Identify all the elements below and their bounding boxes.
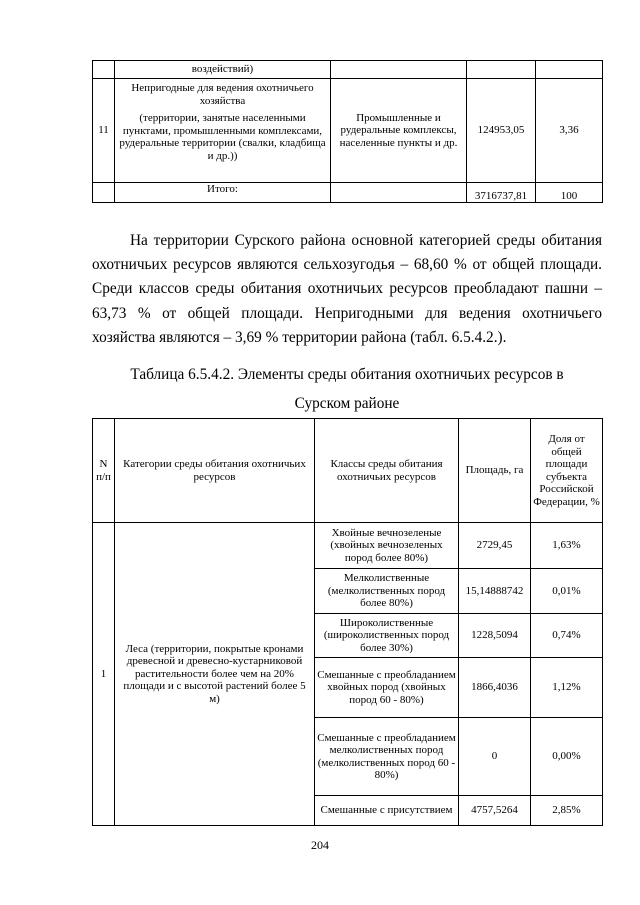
class-cell: Хвойные вечнозеленые (хвойных вечнозеленых пород более 80%): [315, 523, 459, 569]
page-number: 204: [311, 838, 329, 852]
table-header-row: [93, 419, 603, 523]
table-row: [93, 79, 603, 183]
header-category: Категории среды обитания охотничьих ресурсов: [115, 419, 315, 523]
header-area: Площадь, га: [459, 419, 531, 523]
area-cell: 0: [459, 718, 531, 796]
share-cell: 0,01%: [531, 569, 603, 614]
habitat-elements-table: [92, 418, 603, 826]
group-number: 1: [93, 523, 115, 826]
category-description: (территории, занятые населенными пунктами, промышленными комплексами, рудеральные территории (свалки, кладбища и др.)): [119, 112, 326, 162]
class-cell: Смешанные с преобладанием мелколиственных пород (мелколиственных пород 60 - 80%): [315, 718, 459, 796]
class-cell: Смешанные с присутствием: [315, 796, 459, 826]
share-cell: 0,74%: [531, 614, 603, 658]
table-row: [93, 523, 603, 569]
row-number: 11: [93, 79, 115, 183]
paragraph-line: хозяйства являются – 3,69 % территории района (табл. 6.5.4.2.).: [92, 328, 507, 346]
share-cell: 1,12%: [531, 658, 603, 718]
table-caption-continued: Сурском районе: [294, 395, 400, 412]
header-class: Классы среды обитания охотничьих ресурсов: [315, 419, 459, 523]
total-area: 3716737,81: [467, 183, 536, 203]
share-cell: 0,00%: [531, 718, 603, 796]
paragraph-line: Среди классов среды обитания охотничьих ресурсов преобладают пашни –: [92, 280, 602, 298]
area-cell: 124953,05: [467, 79, 536, 183]
paragraph-line: 63,73 % от общей площади. Непригодными для ведения охотничьего: [92, 304, 602, 322]
total-label: Итого:: [115, 183, 331, 203]
area-cell: 1228,5094: [459, 614, 531, 658]
class-cell: Смешанные с преобладанием хвойных пород (хвойных пород 60 - 80%): [315, 658, 459, 718]
group-category: Леса (территории, покрытые кронами древесной и древесно-кустарниковой растительности более чем на 20% площади и с высотой растений более 5 м): [115, 523, 315, 826]
paragraph-line: охотничьих ресурсов являются сельхозугодья – 68,60 % от общей площади.: [92, 256, 602, 274]
table-row: [93, 61, 603, 79]
category-cell: [115, 79, 331, 183]
category-cell: воздействий): [115, 61, 331, 79]
table-caption: Таблица 6.5.4.2. Элементы среды обитания охотничьих ресурсов в: [130, 366, 564, 383]
share-cell: 2,85%: [531, 796, 603, 826]
share-cell: 3,36: [536, 79, 603, 183]
share-cell: 1,63%: [531, 523, 603, 569]
area-cell: 1866,4036: [459, 658, 531, 718]
area-cell: 15,14888742: [459, 569, 531, 614]
total-share: 100: [536, 183, 603, 203]
header-number: N п/п: [93, 419, 115, 523]
habitat-summary-table-continued: [92, 60, 603, 203]
total-row: [93, 183, 603, 203]
body-paragraph: [92, 229, 602, 350]
area-cell: 2729,45: [459, 523, 531, 569]
class-cell: Промышленные и рудеральные комплексы, населенные пункты и др.: [331, 79, 467, 183]
header-share: Доля от общей площади субъекта Российской Федерации, %: [531, 419, 603, 523]
class-cell: Мелколиственные (мелколиственных пород более 80%): [315, 569, 459, 614]
class-cell: Широколиственные (широколиственных пород более 30%): [315, 614, 459, 658]
category-title: Непригодные для ведения охотничьего хозяйства: [131, 82, 314, 107]
paragraph-line: На территории Сурского района основной категорией среды обитания: [130, 232, 602, 249]
area-cell: 4757,5264: [459, 796, 531, 826]
